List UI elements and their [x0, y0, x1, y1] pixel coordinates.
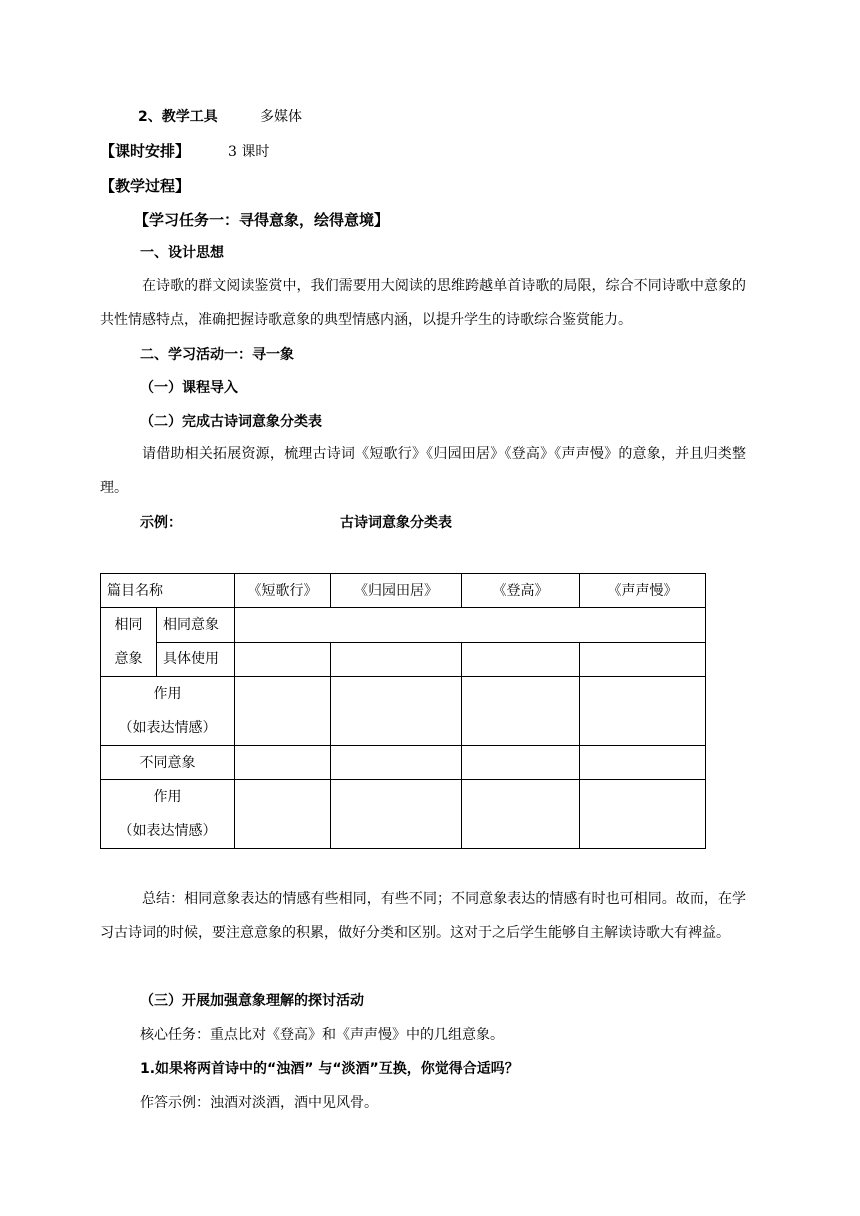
table-cell [331, 746, 462, 780]
different-image-label: 不同意象 [101, 746, 235, 780]
imagery-classification-table [100, 573, 706, 849]
same-imagery-group-label: 相同 意象 [101, 608, 157, 677]
step2-text: 请借助相关拓展资源，梳理古诗词《短歌行》《归园田居》《登高》《声声慢》的意象，并且归类整理。 [100, 446, 746, 496]
table-row [101, 780, 706, 849]
core-task-text: 核心任务：重点比对《登高》和《声声慢》中的几组意象。 [140, 1027, 504, 1043]
table-cell [580, 677, 706, 746]
poem-header: 《声声慢》 [580, 574, 706, 608]
table-cell [235, 780, 331, 849]
tools-label: 2、教学工具 [138, 109, 218, 125]
effect-label-2: 作用 （如表达情感） [101, 780, 235, 849]
task1-title: 【学习任务一：寻得意象，绘得意境】 [134, 211, 390, 229]
activity-heading: 二、学习活动一：寻一象 [140, 347, 294, 363]
table-cell [580, 642, 706, 677]
specific-use-label: 具体使用 [157, 642, 235, 677]
design-heading: 一、设计思想 [140, 245, 224, 261]
step1-heading: （一）课程导入 [140, 380, 238, 396]
table-cell [235, 608, 706, 643]
table-cell [331, 642, 462, 677]
summary-text: 总结：相同意象表达的情感有些相同，有些不同；不同意象表达的情感有时也可相同。故而，在学习古诗词的时候，要注意意象的积累，做好分类和区别。这对于之后学生能够自主解读诗歌大有裨益。 [100, 891, 746, 941]
tools-value: 多媒体 [260, 109, 302, 125]
poem-header: 《归园田居》 [331, 574, 462, 608]
process-label: 【教学过程】 [100, 177, 191, 195]
table-title: 古诗词意象分类表 [340, 515, 452, 531]
answer-1: 作答示例：浊酒对淡酒，酒中见风骨。 [140, 1095, 378, 1111]
example-label: 示例： [140, 515, 182, 531]
table-row [101, 677, 706, 746]
table-cell [462, 677, 580, 746]
table-cell [580, 746, 706, 780]
table-row [101, 574, 706, 608]
step3-heading: （三）开展加强意象理解的探讨活动 [140, 993, 364, 1009]
table-header-title: 篇目名称 [101, 574, 235, 608]
question-1: 1.如果将两首诗中的“浊酒” 与“淡酒”互换，你觉得合适吗？ [140, 1061, 519, 1077]
table-cell [235, 746, 331, 780]
table-row [101, 608, 706, 643]
design-text: 在诗歌的群文阅读鉴赏中，我们需要用大阅读的思维跨越单首诗歌的局限，综合不同诗歌中意象的共性情感特点，准确把握诗歌意象的典型情感内涵，以提升学生的诗歌综合鉴赏能力。 [100, 278, 746, 328]
effect-label: 作用 （如表达情感） [101, 677, 235, 746]
poem-header: 《登高》 [462, 574, 580, 608]
table-row [101, 746, 706, 780]
schedule-value: 3 课时 [228, 144, 270, 160]
table-cell [462, 746, 580, 780]
step2-heading: （二）完成古诗词意象分类表 [140, 414, 322, 430]
table-cell [331, 780, 462, 849]
schedule-label: 【课时安排】 [100, 142, 191, 160]
table-cell [462, 642, 580, 677]
table-cell [462, 780, 580, 849]
poem-header: 《短歌行》 [235, 574, 331, 608]
table-cell [235, 677, 331, 746]
table-cell [331, 677, 462, 746]
same-image-label: 相同意象 [157, 608, 235, 643]
table-cell [580, 780, 706, 849]
table-cell [235, 642, 331, 677]
table-row [101, 642, 706, 677]
